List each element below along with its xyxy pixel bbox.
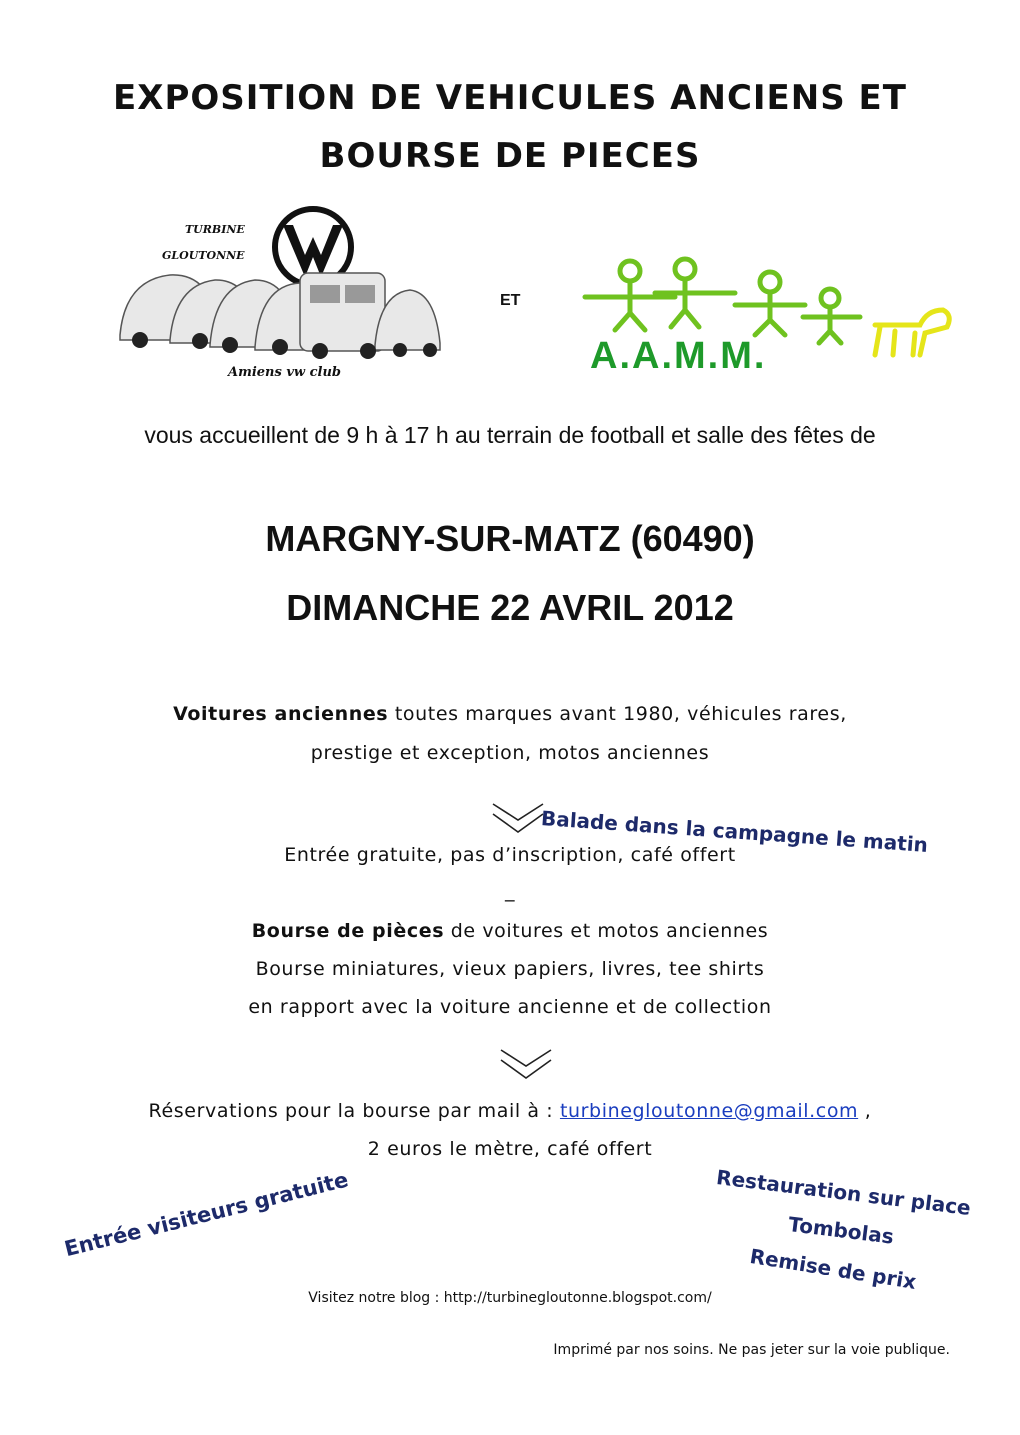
title-line-1: EXPOSITION DE VEHICULES ANCIENS ET	[113, 78, 907, 118]
reservation-line-2: 2 euros le mètre, café offert	[367, 1138, 653, 1160]
vw-cars-illustration-icon	[100, 205, 445, 390]
vw-top-text-2: GLOUTONNE	[162, 249, 245, 262]
dash-separator: _	[504, 880, 516, 902]
chevron-down-icon	[490, 800, 546, 836]
logo-separator: ET	[500, 292, 521, 309]
cars-bold: Voitures anciennes	[173, 703, 389, 725]
chevron-down-icon-2	[498, 1046, 554, 1082]
balade-note: Balade dans la campagne le matin	[540, 806, 929, 857]
cars-rest: toutes marques avant 1980, véhicules rares,	[388, 703, 847, 725]
tombolas-note: Tombolas	[787, 1212, 896, 1249]
aamm-logo	[575, 255, 960, 380]
blog-link-text: Visitez notre blog : http://turbinegloutonne.blogspot.com/	[308, 1290, 712, 1306]
bourse-line-2: Bourse miniatures, vieux papiers, livres, tee shirts	[255, 958, 765, 980]
restauration-note: Restauration sur place	[715, 1165, 973, 1221]
bourse-line-3: en rapport avec la voiture ancienne et de collection	[248, 996, 772, 1018]
bourse-bold: Bourse de pièces	[251, 920, 445, 942]
location-title: MARGNY-SUR-MATZ (60490)	[265, 518, 755, 559]
footer-note: Imprimé par nos soins. Ne pas jeter sur la voie publique.	[553, 1342, 950, 1358]
vw-bottom-text: Amiens vw club	[228, 365, 342, 380]
vw-top-text-1: TURBINE	[185, 223, 245, 236]
reservation-email-link[interactable]: turbinegloutonne@gmail.com	[559, 1100, 859, 1122]
cars-line-2: prestige et exception, motos anciennes	[310, 742, 710, 764]
entree-text: Entrée gratuite, pas d’inscription, café offert	[284, 844, 736, 866]
reservation-line-1	[0, 1100, 1020, 1122]
reservation-suffix: ,	[858, 1100, 872, 1122]
aamm-text: A.A.M.M.	[590, 335, 767, 377]
bourse-line-1	[0, 920, 1020, 942]
cars-line-1	[0, 703, 1020, 725]
visiteurs-note: Entrée visiteurs gratuite	[62, 1167, 351, 1262]
date-title: DIMANCHE 22 AVRIL 2012	[286, 587, 734, 628]
bourse-rest: de voitures et motos anciennes	[444, 920, 769, 942]
vw-club-logo	[100, 205, 445, 390]
title-line-2: BOURSE DE PIECES	[319, 136, 701, 176]
reservation-prefix: Réservations pour la bourse par mail à :	[148, 1100, 560, 1122]
remise-note: Remise de prix	[748, 1244, 918, 1294]
intro-text: vous accueillent de 9 h à 17 h au terrain de football et salle des fêtes de	[144, 422, 876, 448]
